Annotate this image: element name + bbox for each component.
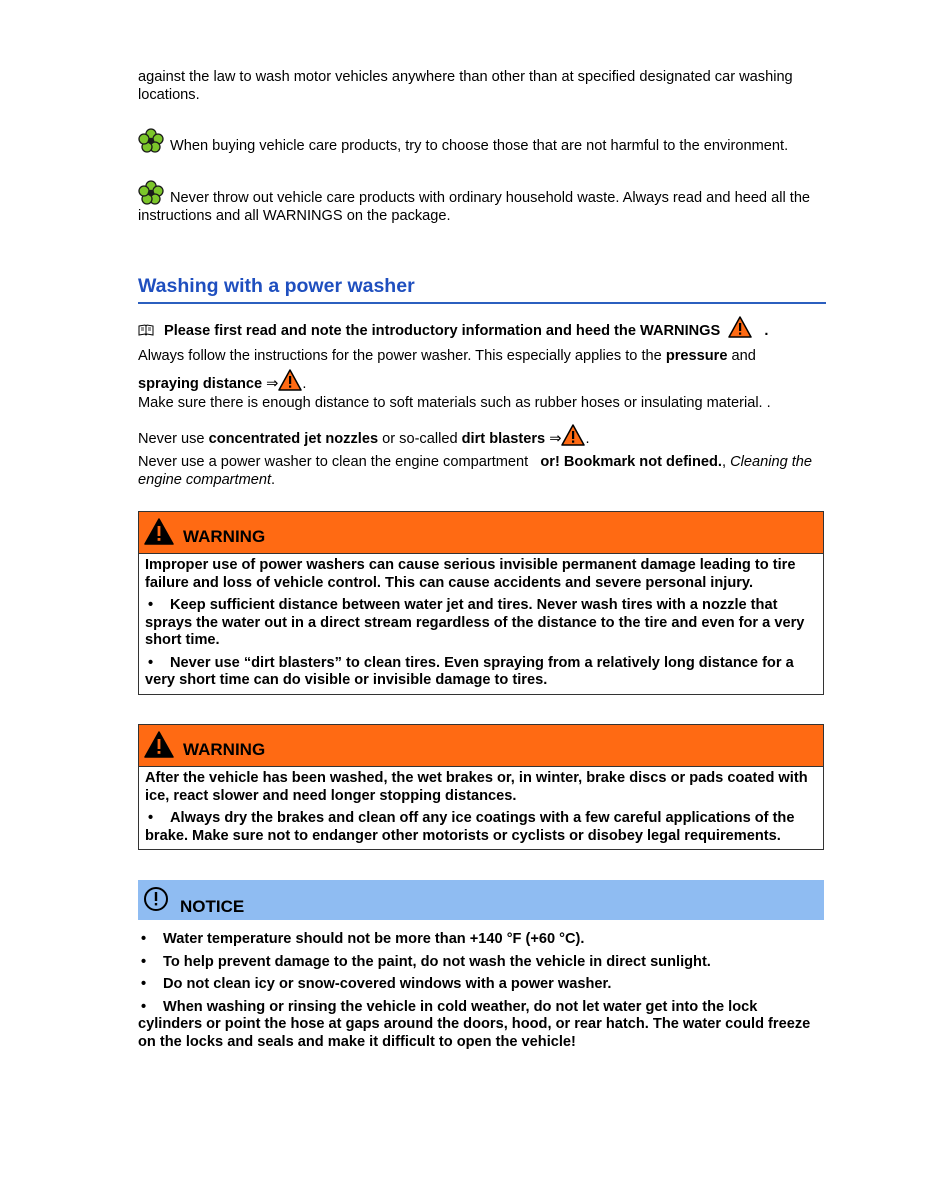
notice-item-text: To help prevent damage to the paint, do not wash the vehicle in direct sunlight. xyxy=(163,953,711,970)
notice-header xyxy=(138,880,824,920)
warning-body xyxy=(139,767,823,849)
text-run: and xyxy=(727,348,756,364)
intro-note-text: Please first read and note the introductory information and heed the WARNINGS xyxy=(164,323,721,339)
warning-triangle-icon xyxy=(144,518,174,545)
warning-box xyxy=(138,511,824,695)
continued-paragraph: against the law to wash motor vehicles anywhere than other than at specified designated car washing locations. xyxy=(138,69,793,103)
warning-title: WARNING xyxy=(183,527,266,546)
paragraph-nozzles xyxy=(138,424,824,452)
intro-note xyxy=(138,316,824,341)
warning-text: After the vehicle has been washed, the wet brakes or, in winter, brake discs or pads coated with ice, react slower and need longer stopping distances. xyxy=(145,770,808,804)
warning-bullet-text: Never use “dirt blasters” to clean tires. Even spraying from a relatively long distance for a very short time can do visible or invisible damage to tires. xyxy=(145,654,794,688)
text-run-bold: pressure xyxy=(665,348,728,364)
intro-note-end: . xyxy=(764,323,769,339)
paragraph-pressure xyxy=(138,344,824,397)
text-run-bold: concentrated jet nozzles xyxy=(208,431,379,447)
warning-bullet-text: Keep sufficient distance between water jet and tires. Never wash tires with a nozzle that sprays the water out in a direct stream regardless of the distance to the tire and even for a very short time. xyxy=(145,597,805,648)
cross-ref-link[interactable]: Cleaning the engine compartment xyxy=(138,454,813,488)
section-title: Washing with a power washer xyxy=(138,274,826,304)
text-run-bold: dirt blasters xyxy=(461,431,546,447)
eco-tip-text: Never throw out vehicle care products with ordinary household waste. Always read and heed all the instructions and all WARNINGS on the package. xyxy=(138,190,811,224)
broken-reference: or! Bookmark not defined. xyxy=(540,454,722,470)
warning-title: WARNING xyxy=(183,740,266,759)
text-run: or so-called xyxy=(378,431,462,447)
cross-ref-arrow: ⇒ xyxy=(545,431,562,447)
warning-header xyxy=(139,725,823,767)
text-run: Never use a power washer to clean the engine compartment xyxy=(138,454,541,470)
text-run: , xyxy=(721,454,731,470)
warning-bullet: • Keep sufficient distance between water jet and tires. Never wash tires with a nozzle that sprays the water out in a direct stream regardless of the distance to the tire and even for a very short time. xyxy=(145,597,805,648)
notice-item: • Water temperature should not be more than +140 °F (+60 °C). xyxy=(141,931,585,947)
warning-triangle-icon[interactable] xyxy=(278,369,302,391)
flower-icon xyxy=(138,180,164,206)
warning-box xyxy=(138,724,824,850)
text-run: Always follow the instructions for the power washer. This especially applies to the xyxy=(138,348,666,364)
warning-bullet-text: Always dry the brakes and clean off any ice coatings with a few careful applications of the brake. Make sure not to endanger other motorists or cyclists or disobey legal requirements. xyxy=(145,810,795,844)
flower-icon xyxy=(138,128,164,154)
text-run: Never use xyxy=(138,431,209,447)
text-run: . xyxy=(271,471,276,488)
warning-header xyxy=(139,512,823,554)
paragraph-soft-materials: Make sure there is enough distance to soft materials such as rubber hoses or insulating material. . xyxy=(138,395,771,411)
warning-triangle-icon xyxy=(144,731,174,758)
eco-tip-text: When buying vehicle care products, try to choose those that are not harmful to the environment. xyxy=(170,138,789,154)
warning-body xyxy=(139,554,823,694)
warning-triangle-icon xyxy=(728,316,752,338)
notice-title: NOTICE xyxy=(180,897,245,916)
warning-bullet: • Never use “dirt blasters” to clean tires. Even spraying from a relatively long distance for a very short time can do visible or invisible damage to tires. xyxy=(145,654,794,688)
notice-item: • To help prevent damage to the paint, do not wash the vehicle in direct sunlight. xyxy=(141,953,711,970)
notice-item-text: When washing or rinsing the vehicle in cold weather, do not let water get into the lock cylinders or point the hose at gaps around the doors, hood, or rear hatch. The water could freeze on the locks and seals and make it difficult to open the vehicle! xyxy=(138,998,811,1050)
notice-item: • Do not clean icy or snow-covered windows with a power washer. xyxy=(141,976,612,992)
eco-tip xyxy=(138,128,824,156)
notice-item-text: Do not clean icy or snow-covered windows with a power washer. xyxy=(163,976,612,992)
notice-item-text: Water temperature should not be more than +140 °F (+60 °C). xyxy=(163,931,585,947)
text-run: . xyxy=(302,376,307,392)
exclamation-circle-icon xyxy=(143,886,169,912)
warning-triangle-icon[interactable] xyxy=(561,424,585,446)
eco-tip xyxy=(138,180,824,225)
warning-bullet: • Always dry the brakes and clean off any ice coatings with a few careful applications of the brake. Make sure not to endanger other motorists or cyclists or disobey legal requirements. xyxy=(145,810,795,844)
text-run-bold: spraying distance xyxy=(138,376,263,392)
cross-ref-arrow: ⇒ xyxy=(262,376,279,392)
notice-list xyxy=(138,931,824,1056)
notice-item: • When washing or rinsing the vehicle in cold weather, do not let water get into the lock cylinders or point the hose at gaps around the doors, hood, or rear hatch. The water could freeze on the locks and seals and make it difficult to open the vehicle! xyxy=(138,998,811,1050)
text-run: . xyxy=(585,431,590,447)
open-book-icon xyxy=(138,324,154,336)
warning-text: Improper use of power washers can cause serious invisible permanent damage leading to tire failure and loss of vehicle control. This can cause accidents and severe personal injury. xyxy=(145,557,796,591)
paragraph-engine xyxy=(138,454,824,489)
